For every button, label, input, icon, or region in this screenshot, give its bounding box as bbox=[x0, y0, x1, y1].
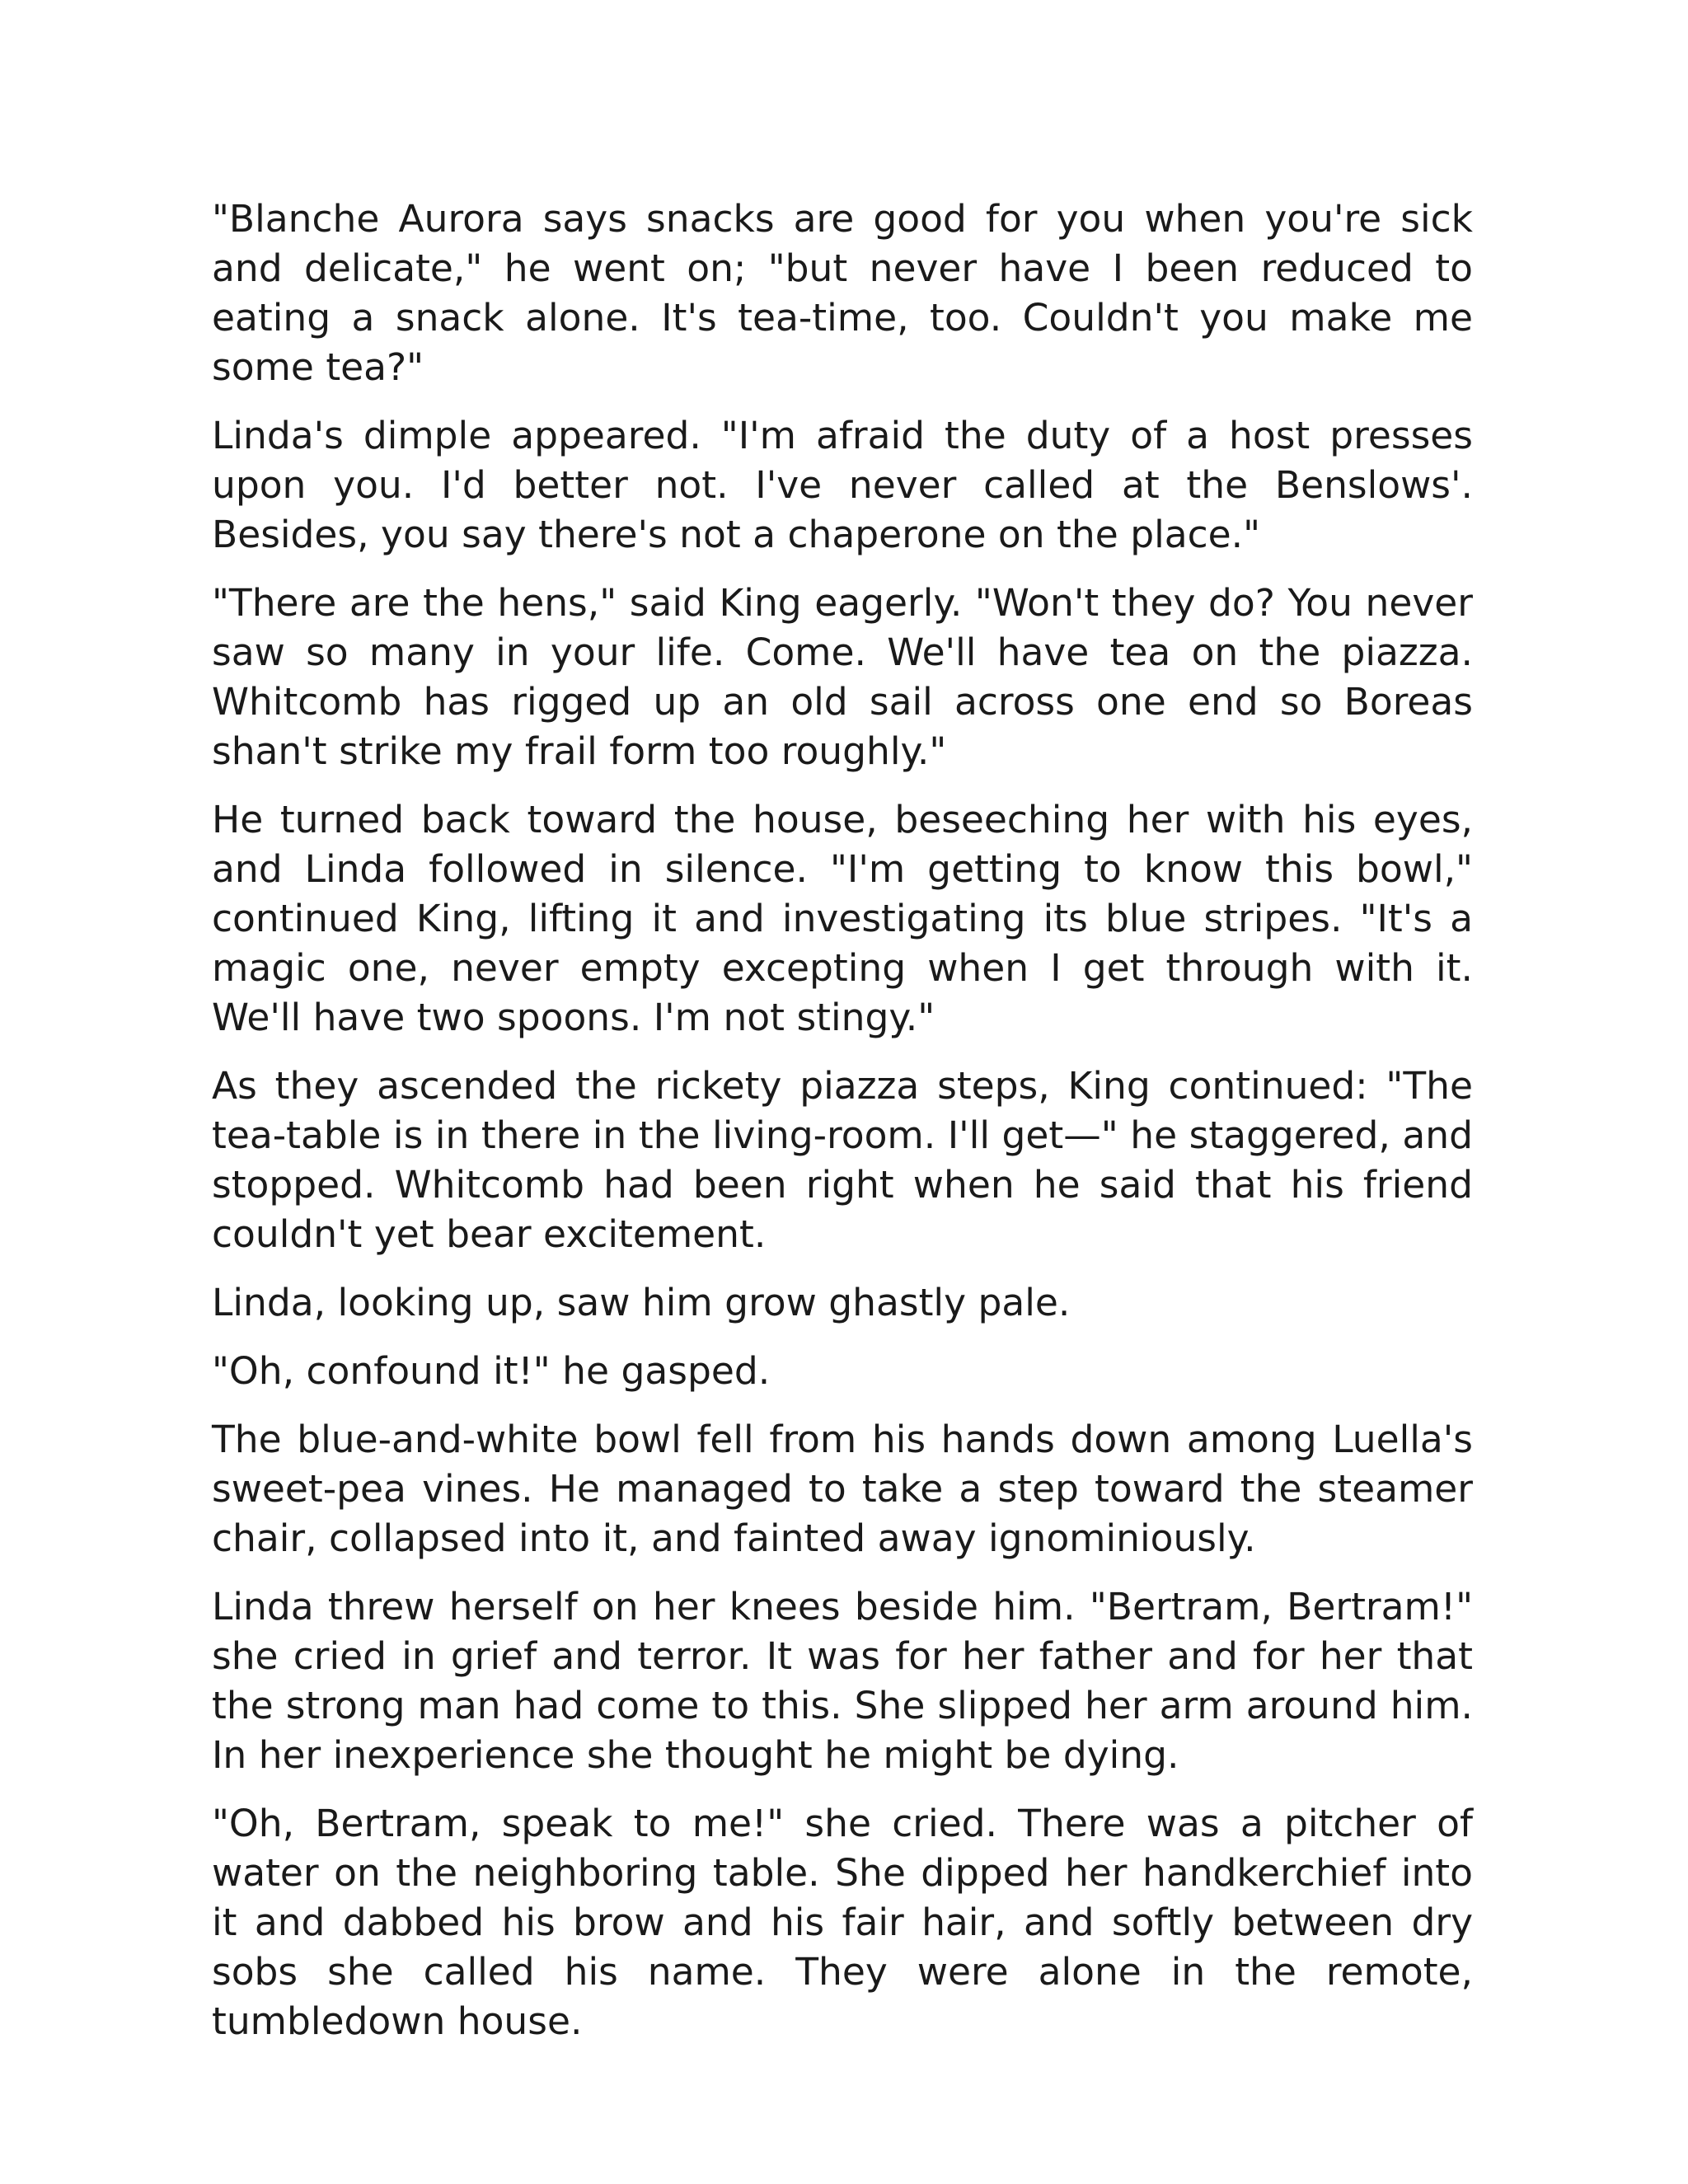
paragraph: "Blanche Aurora says snacks are good for you when you're sick and delicate," he went on; "but never have I been reduced to eating a snack alone. It's tea-time, too. Couldn't you make me some tea?" bbox=[212, 197, 1473, 389]
body-text bbox=[212, 194, 1473, 2065]
paragraph: Linda, looking up, saw him grow ghastly pale. bbox=[212, 1281, 1071, 1324]
paragraph: As they ascended the rickety piazza steps, King continued: "The tea-table is in there in the living-room. I'll get—" he staggered, and stopped. Whitcomb had been right when he said that his friend couldn't yet bear excitement. bbox=[212, 1064, 1473, 1256]
paragraph: The blue-and-white bowl fell from his hands down among Luella's sweet-pea vines. He managed to take a step toward the steamer chair, collapsed into it, and fainted away ignominiously. bbox=[212, 1418, 1473, 1560]
paragraph: "Oh, Bertram, speak to me!" she cried. There was a pitcher of water on the neighboring table. She dipped her handkerchief into it and dabbed his brow and his fair hair, and softly between dry sobs she called his name. They were alone in the remote, tumbledown house. bbox=[212, 1802, 1473, 2043]
paragraph: "Oh, confound it!" he gasped. bbox=[212, 1349, 771, 1393]
paragraph: Linda's dimple appeared. "I'm afraid the duty of a host presses upon you. I'd better not. I've never called at the Benslows'. Besides, you say there's not a chaperone on the place." bbox=[212, 414, 1473, 556]
paragraph: "There are the hens," said King eagerly. "Won't they do? You never saw so many in your life. Come. We'll have tea on the piazza. Whitcomb has rigged up an old sail across one end so Boreas shan't strike my frail form too roughly." bbox=[212, 581, 1473, 773]
paragraph: Linda threw herself on her knees beside him. "Bertram, Bertram!" she cried in grief and terror. It was for her father and for her that the strong man had come to this. She slipped her arm around him. In her inexperience she thought he might be dying. bbox=[212, 1585, 1473, 1777]
paragraph: He turned back toward the house, beseeching her with his eyes, and Linda followed in silence. "I'm getting to know this bowl," continued King, lifting it and investigating its blue stripes. "It's a magic one, never empty excepting when I get through with it. We'll have two spoons. I'm not stingy." bbox=[212, 798, 1473, 1039]
